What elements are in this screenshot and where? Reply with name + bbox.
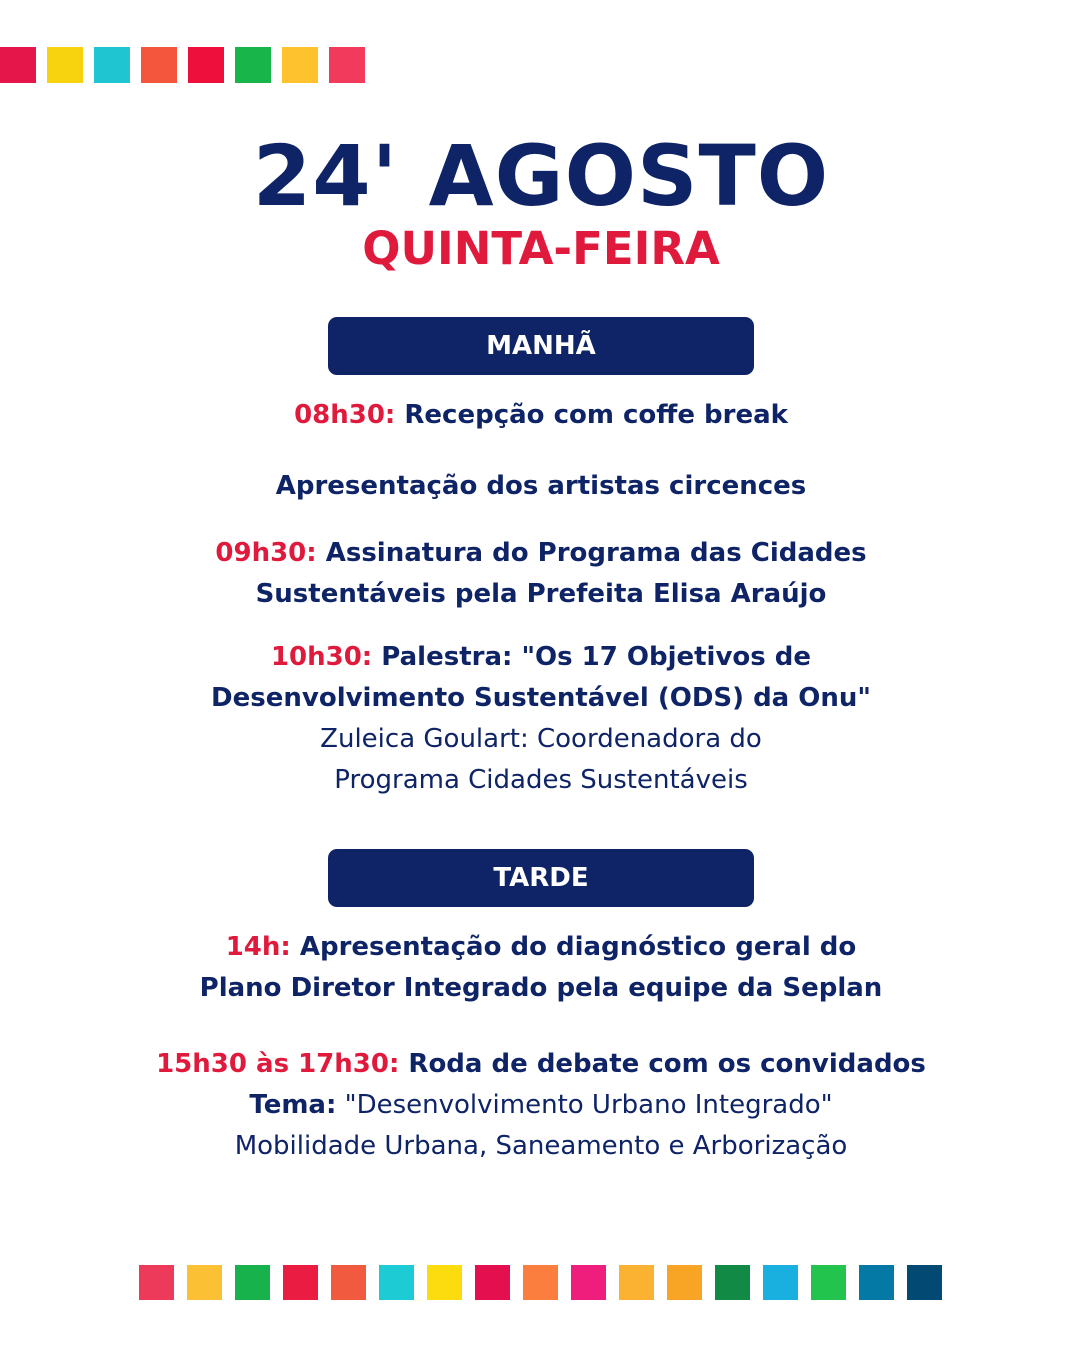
color-square	[282, 47, 318, 83]
color-square	[715, 1265, 750, 1300]
color-square	[571, 1265, 606, 1300]
color-square	[94, 47, 130, 83]
color-square	[235, 1265, 270, 1300]
section-header-afternoon: TARDE	[328, 849, 754, 907]
item-text-line-1: Assinatura do Programa das Cidades	[316, 538, 867, 568]
topics-line: Mobilidade Urbana, Saneamento e Arborização	[234, 1131, 848, 1161]
color-square	[141, 47, 177, 83]
theme-text: "Desenvolvimento Urbano Integrado"	[336, 1090, 833, 1120]
color-square	[188, 47, 224, 83]
color-square	[235, 47, 271, 83]
item-text: Apresentação dos artistas circences	[275, 471, 807, 501]
color-square	[763, 1265, 798, 1300]
color-square	[427, 1265, 462, 1300]
item-text-line-1: Roda de debate com os convidados	[399, 1049, 926, 1079]
schedule-item-debate	[0, 1044, 1082, 1167]
top-color-squares	[0, 47, 376, 83]
color-square	[859, 1265, 894, 1300]
schedule-item-signing	[0, 533, 1082, 615]
color-square	[283, 1265, 318, 1300]
color-square	[619, 1265, 654, 1300]
time-label: 15h30 às 17h30:	[156, 1049, 400, 1079]
item-text-line-1: Palestra: "Os 17 Objetivos de	[372, 642, 812, 672]
color-square	[907, 1265, 942, 1300]
schedule-item-artists	[0, 466, 1082, 507]
bottom-color-squares	[139, 1265, 955, 1300]
time-label: 14h:	[225, 932, 291, 962]
speaker-line-1: Zuleica Goulart: Coordenadora do	[320, 724, 762, 754]
color-square	[187, 1265, 222, 1300]
color-square	[811, 1265, 846, 1300]
color-square	[667, 1265, 702, 1300]
weekday-subtitle: QUINTA-FEIRA	[362, 222, 720, 275]
color-square	[379, 1265, 414, 1300]
speaker-line-2: Programa Cidades Sustentáveis	[334, 765, 748, 795]
theme-label: Tema:	[249, 1090, 337, 1120]
time-label: 08h30:	[294, 400, 396, 430]
color-square	[523, 1265, 558, 1300]
color-square	[475, 1265, 510, 1300]
section-header-morning: MANHÃ	[328, 317, 754, 375]
item-text-line-2: Desenvolvimento Sustentável (ODS) da Onu"	[211, 683, 871, 713]
color-square	[47, 47, 83, 83]
schedule-item-reception	[0, 395, 1082, 436]
schedule-item-lecture	[0, 637, 1082, 801]
item-text-line-2: Sustentáveis pela Prefeita Elisa Araújo	[255, 579, 827, 609]
item-text-line-1: Apresentação do diagnóstico geral do	[290, 932, 857, 962]
item-text: Recepção com coffe break	[395, 400, 788, 430]
color-square	[331, 1265, 366, 1300]
item-text-line-2: Plano Diretor Integrado pela equipe da Seplan	[199, 973, 883, 1003]
time-label: 10h30:	[270, 642, 373, 672]
color-square	[329, 47, 365, 83]
color-square	[139, 1265, 174, 1300]
color-square	[0, 47, 36, 83]
time-label: 09h30:	[215, 538, 317, 568]
schedule-item-diagnostic	[0, 927, 1082, 1009]
page-title: 24' AGOSTO	[252, 127, 830, 225]
